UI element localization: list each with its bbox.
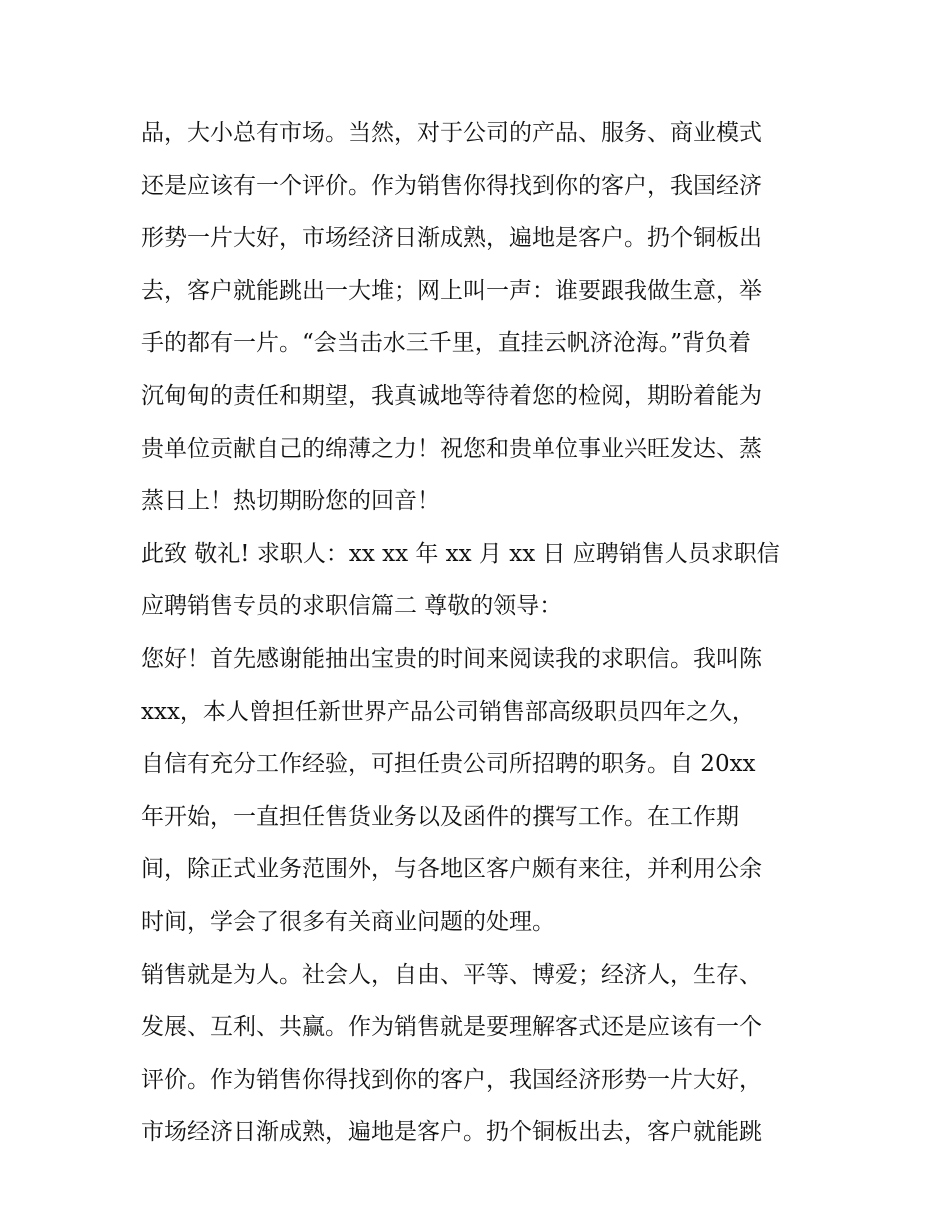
text-line: 销售就是为人。社会人，自由、平等、博爱；经济人，生存、 bbox=[141, 961, 762, 988]
section-heading-line: 应聘销售专员的求职信篇二 尊敬的领导： bbox=[141, 593, 563, 620]
text-line: 沉甸甸的责任和期望，我真诚地等待着您的检阅，期盼着能为 bbox=[141, 382, 762, 409]
closing-line: 此致 敬礼! 求职人：xx xx 年 xx 月 xx 日 应聘销售人员求职信 bbox=[141, 540, 780, 567]
text-line: 还是应该有一个评价。作为销售你得找到你的客户，我国经济 bbox=[141, 172, 762, 199]
text-line: xxx，本人曾担任新世界产品公司销售部高级职员四年之久， bbox=[141, 698, 755, 725]
document-body bbox=[141, 107, 821, 1159]
text-line: 评价。作为销售你得找到你的客户，我国经济形势一片大好， bbox=[141, 1066, 762, 1093]
text-line: 蒸日上！热切期盼您的回音！ bbox=[141, 488, 440, 515]
text-line: 市场经济日渐成熟，遍地是客户。扔个铜板出去，客户就能跳 bbox=[141, 1119, 762, 1146]
text-line: 自信有充分工作经验，可担任贵公司所招聘的职务。自 20xx bbox=[141, 751, 756, 778]
text-line: 品，大小总有市场。当然，对于公司的产品、服务、商业模式 bbox=[141, 120, 762, 146]
text-line: 年开始，一直担任售货业务以及函件的撰写工作。在工作期 bbox=[141, 803, 739, 830]
text-line: 间，除正式业务范围外，与各地区客户颇有来往，并利用公余 bbox=[141, 856, 762, 883]
text-line: 去，客户就能跳出一大堆；网上叫一声：谁要跟我做生意，举 bbox=[141, 277, 762, 304]
text-line: 形势一片大好，市场经济日渐成熟，遍地是客户。扔个铜板出 bbox=[141, 225, 762, 252]
text-line: 发展、互利、共赢。作为销售就是要理解客式还是应该有一个 bbox=[141, 1014, 762, 1041]
text-line: 贵单位贡献自己的绵薄之力！祝您和贵单位事业兴旺发达、蒸 bbox=[141, 435, 762, 462]
text-line: 手的都有一片。“会当击水三千里，直挂云帆济沧海。”背负着 bbox=[141, 330, 752, 357]
text-line: 时间，学会了很多有关商业问题的处理。 bbox=[141, 908, 555, 935]
text-line: 您好！首先感谢能抽出宝贵的时间来阅读我的求职信。我叫陈 bbox=[141, 645, 762, 672]
